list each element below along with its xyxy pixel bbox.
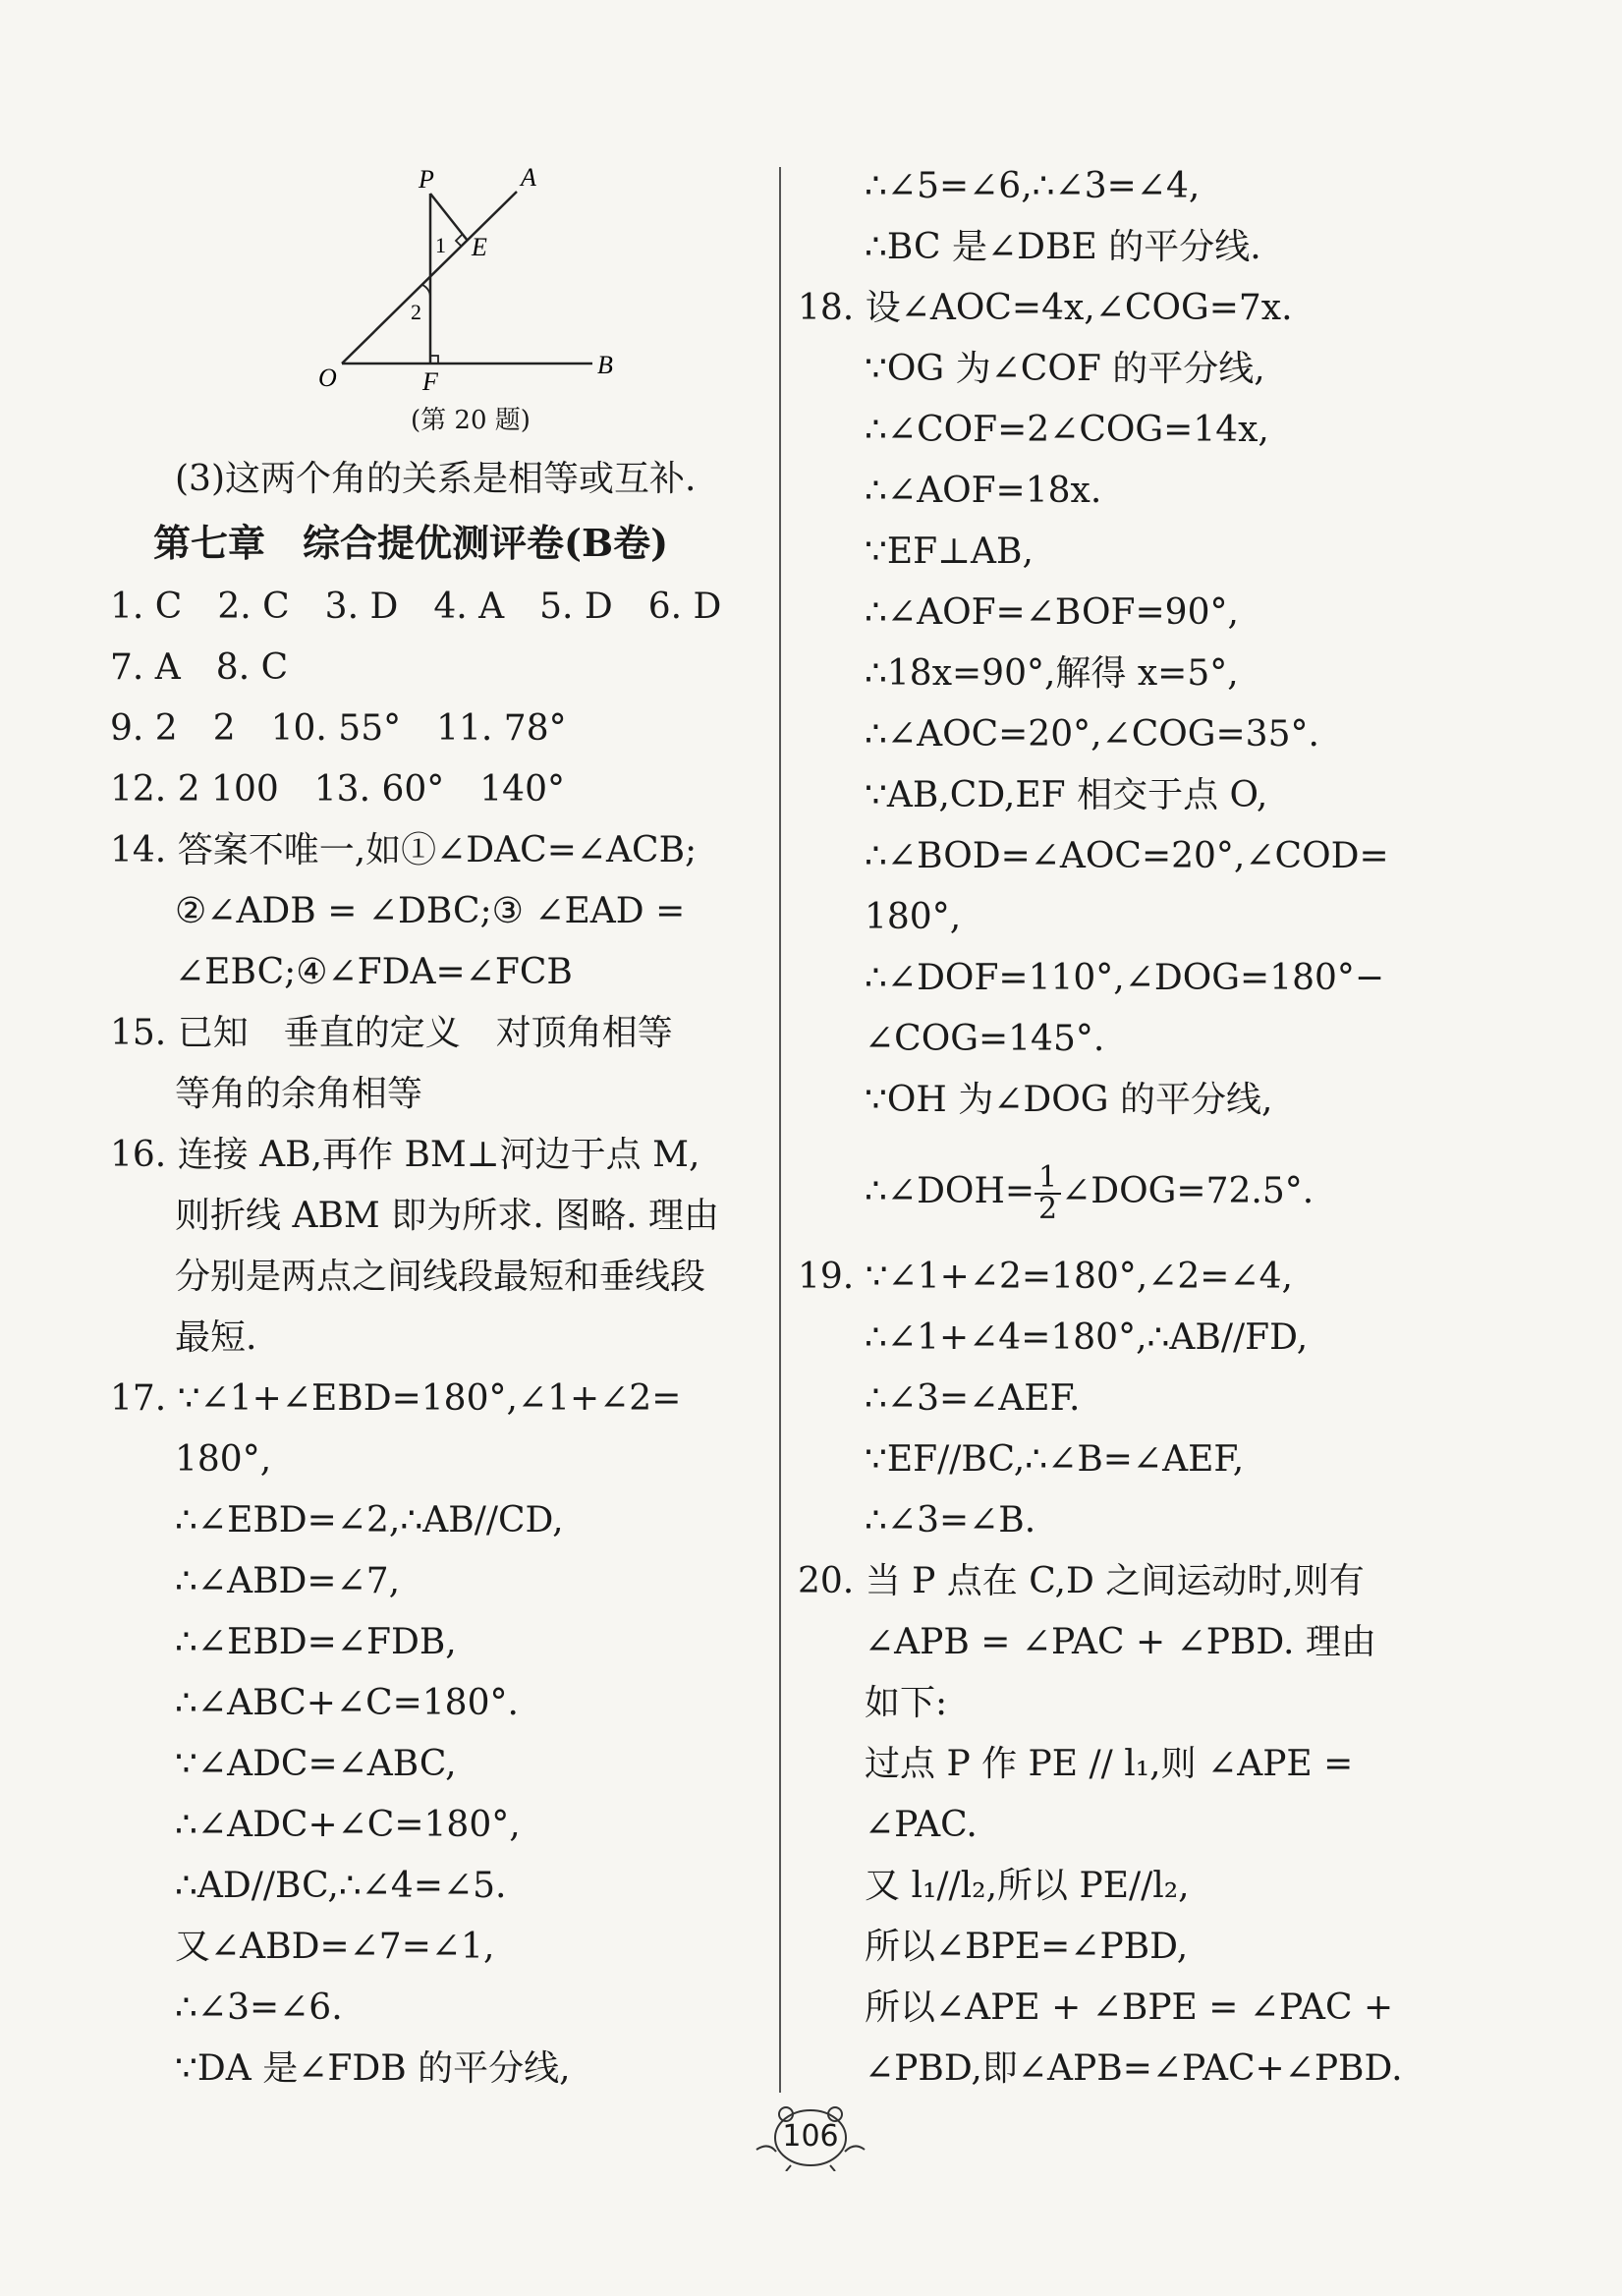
left-line: 180°, [175,1439,272,1480]
label-b: B [597,351,613,379]
right-line: ∴∠DOF=110°,∠DOG=180°− [865,958,1385,998]
left-line: 17. ∵∠1+∠EBD=180°,∠1+∠2= [110,1378,682,1419]
right-angle-e [456,235,462,247]
left-line: 16. 连接 AB,再作 BM⊥河边于点 M, [110,1135,700,1175]
left-line: ∴∠EBD=∠2,∴AB//CD, [175,1500,564,1540]
right-line: ∠APB = ∠PAC + ∠PBD. 理由 [865,1622,1376,1662]
right-line: ∴∠AOF=18x. [865,471,1102,511]
right-line: 所以∠BPE=∠PBD, [865,1927,1189,1967]
right-line: ∵EF⊥AB, [865,532,1034,572]
label-e: E [472,233,487,261]
left-line: ∴∠3=∠6. [175,1988,343,2028]
right-line: ∴∠BOD=∠AOC=20°,∠COD= [865,836,1389,876]
right-line: ∵OH 为∠DOG 的平分线, [865,1080,1273,1120]
right-line: ∵AB,CD,EF 相交于点 O, [865,775,1268,815]
left-line: 12. 2 100 13. 60° 140° [110,769,565,810]
right-line: 180°, [865,897,962,937]
chapter-heading: 第七章 综合提优测评卷(B卷) [153,521,669,565]
label-a: A [521,163,536,192]
right-line: 20. 当 P 点在 C,D 之间运动时,则有 [798,1561,1365,1601]
label-f: F [422,367,438,396]
left-line: ∵∠ADC=∠ABC, [175,1744,457,1784]
left-line: 7. A 8. C [110,647,289,688]
right-line: ∵OG 为∠COF 的平分线, [865,349,1265,389]
left-line: ∠EBC;④∠FDA=∠FCB [175,952,573,992]
right-line: 19. ∵∠1+∠2=180°,∠2=∠4, [798,1257,1293,1297]
fraction-numerator: 1 [1035,1163,1061,1195]
left-line: 等角的余角相等 [175,1074,423,1114]
left-line: 15. 已知 垂直的定义 对顶角相等 [110,1013,673,1053]
page-number-text: 106 [782,2119,839,2154]
right-line: 过点 P 作 PE // l₁,则 ∠APE = [865,1744,1354,1784]
right-line: ∠PAC. [865,1805,978,1845]
right-line: ∴∠3=∠AEF. [865,1378,1081,1419]
left-line: 9. 2 2 10. 55° 11. 78° [110,708,567,749]
right-line: 如下: [865,1683,948,1723]
label-o: O [318,364,337,392]
right-line-with-fraction [865,1160,1314,1226]
right-line: ∴BC 是∠DBE 的平分线. [865,227,1261,267]
column-divider [779,167,781,2093]
left-line: (3)这两个角的关系是相等或互补. [175,459,697,499]
left-line: 14. 答案不唯一,如①∠DAC=∠ACB; [110,830,698,870]
left-line: ∴∠ABC+∠C=180°. [175,1683,519,1723]
fraction-denominator: 2 [1038,1192,1058,1226]
right-line: ∴∠COF=2∠COG=14x, [865,410,1269,450]
left-line: ②∠ADB = ∠DBC;③ ∠EAD = [175,891,686,931]
left-line: ∴∠ADC+∠C=180°, [175,1805,521,1845]
right-line: 所以∠APE + ∠BPE = ∠PAC + [865,1988,1394,2028]
label-p: P [419,165,434,194]
left-line: 最短. [175,1317,257,1358]
right-line: ∴18x=90°,解得 x=5°, [865,653,1239,694]
left-line: ∵DA 是∠FDB 的平分线, [175,2048,571,2089]
right-line: ∴∠AOC=20°,∠COG=35°. [865,714,1319,755]
figure-caption: (第 20 题) [411,406,531,435]
page-number [747,2102,874,2171]
left-line: 1. C 2. C 3. D 4. A 5. D 6. D [110,587,722,627]
left-line: 又∠ABD=∠7=∠1, [175,1927,495,1967]
right-line: 18. 设∠AOC=4x,∠COG=7x. [798,288,1293,328]
right-line: ∴∠5=∠6,∴∠3=∠4, [865,166,1201,206]
fraction-one-half [1035,1160,1061,1226]
right-line: ∵EF//BC,∴∠B=∠AEF, [865,1439,1245,1480]
right-line: ∴∠1+∠4=180°,∴AB//FD, [865,1317,1309,1358]
label-angle-1: 1 [435,233,446,257]
left-line: ∴AD//BC,∴∠4=∠5. [175,1866,507,1906]
right-line: ∠COG=145°. [865,1019,1105,1059]
right-line: 又 l₁//l₂,所以 PE//l₂, [865,1866,1190,1906]
left-line: 则折线 ABM 即为所求. 图略. 理由 [175,1196,719,1236]
formula-prefix: ∴∠DOH= [865,1171,1035,1211]
left-line: 分别是两点之间线段最短和垂线段 [175,1257,706,1297]
right-line: ∴∠AOF=∠BOF=90°, [865,592,1239,633]
left-line: ∴∠EBD=∠FDB, [175,1622,457,1662]
right-line: ∠PBD,即∠APB=∠PAC+∠PBD. [865,2048,1403,2089]
label-angle-2: 2 [411,300,421,324]
left-line: ∴∠ABD=∠7, [175,1561,401,1601]
formula-suffix: ∠DOG=72.5°. [1061,1171,1314,1211]
right-line: ∴∠3=∠B. [865,1500,1036,1540]
